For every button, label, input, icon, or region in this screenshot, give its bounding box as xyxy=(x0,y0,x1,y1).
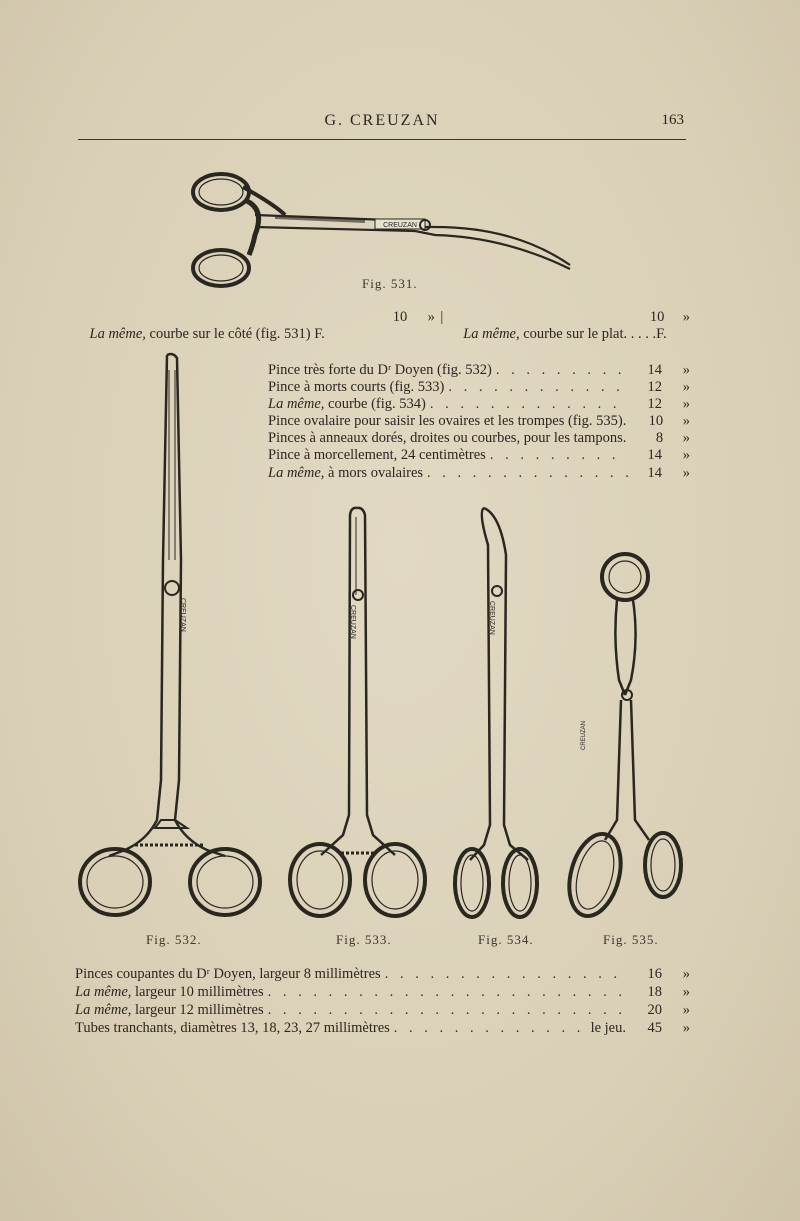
leader-dots xyxy=(268,984,622,1001)
fig531-left-italic: La même, xyxy=(89,326,146,342)
item-unit: » xyxy=(682,396,690,412)
item-unit: » xyxy=(682,966,690,982)
item-price: 14 xyxy=(647,362,662,378)
item-unit: » xyxy=(682,1020,690,1036)
item-price: 18 xyxy=(647,984,662,1000)
figure-532-doyen-forceps xyxy=(75,350,265,925)
list-item xyxy=(268,396,690,413)
item-unit: » xyxy=(682,379,690,395)
item-label: Pince à morcellement, 24 centimètres xyxy=(268,447,486,463)
fig534-caption: Fig. 534. xyxy=(478,932,534,947)
list-item xyxy=(268,362,690,379)
fig532-engraving: CREUZAN xyxy=(179,598,186,632)
fig531-right-unit: » xyxy=(682,309,690,325)
fig531-caption: Fig. 531. xyxy=(362,276,418,291)
item-label: Pince ovalaire pour saisir les ovaires et les trompes (fig. 535). xyxy=(268,413,627,429)
item-price: 10 xyxy=(648,413,664,429)
leader-dots xyxy=(430,396,628,413)
item-italic: La même, xyxy=(268,465,325,481)
fig531-right-italic: La même, xyxy=(463,326,520,342)
leader-dots xyxy=(427,465,628,482)
list-item xyxy=(75,966,690,983)
item-unit: » xyxy=(682,413,690,429)
fig535-engraving: CREUZAN xyxy=(581,720,587,750)
fig531-left-unit: » xyxy=(427,309,435,325)
list-item xyxy=(268,413,690,430)
running-header xyxy=(78,112,686,134)
list-item xyxy=(75,984,690,1001)
leader-dots xyxy=(490,447,628,464)
page-number: 163 xyxy=(661,112,684,128)
item-price: 16 xyxy=(647,966,662,982)
list-item xyxy=(268,447,690,464)
item-italic: La même, xyxy=(75,984,132,1000)
fig531-right-text: courbe sur le plat. . . . .F. xyxy=(519,326,667,342)
item-price: 14 xyxy=(647,465,662,481)
header-rule xyxy=(78,139,686,140)
item-price: 12 xyxy=(647,396,662,412)
item-unit: » xyxy=(682,447,690,463)
fig534-engraving: CREUZAN xyxy=(488,601,495,635)
item-price: 12 xyxy=(647,379,662,395)
item-price: 45 xyxy=(647,1020,662,1036)
fig531-left-text: courbe sur le côté (fig. 531) F. xyxy=(145,326,325,342)
list-item xyxy=(268,430,690,447)
leader-dots xyxy=(496,362,628,379)
list-item xyxy=(75,1020,690,1037)
fig533-caption: Fig. 533. xyxy=(336,932,392,947)
fig533-engraving: CREUZAN xyxy=(349,605,356,639)
leader-dots xyxy=(385,966,622,983)
list-item xyxy=(268,465,690,482)
running-title: G. CREUZAN xyxy=(324,112,440,129)
item-unit: » xyxy=(682,362,690,378)
item-unit: » xyxy=(682,984,690,1000)
fig531-left-price: 10 xyxy=(392,309,408,325)
fig532-caption: Fig. 532. xyxy=(146,932,202,947)
item-label: Pince très forte du Dʳ Doyen (fig. 532) xyxy=(268,362,492,378)
item-label: Tubes tranchants, diamètres 13, 18, 23, 27 millimètres xyxy=(75,1020,390,1036)
list-item xyxy=(75,1002,690,1019)
fig531-right-price: 10 xyxy=(649,309,665,325)
figure-535-ovary-forceps xyxy=(565,550,690,925)
item-suffix: le jeu. xyxy=(590,1020,626,1036)
item-price: 8 xyxy=(655,430,664,446)
item-label: largeur 12 millimètres xyxy=(131,1002,264,1018)
item-label: Pince à morts courts (fig. 533) xyxy=(268,379,445,395)
fig531-engraving: CREUZAN xyxy=(383,222,417,229)
item-label: Pinces à anneaux dorés, droites ou courbes, pour les tampons. xyxy=(268,430,627,446)
item-label: à mors ovalaires xyxy=(324,465,424,481)
item-unit: » xyxy=(682,430,690,446)
item-italic: La même, xyxy=(268,396,325,412)
item-unit: » xyxy=(682,1002,690,1018)
leader-dots xyxy=(448,379,628,396)
figure-533-short-jaw-forceps xyxy=(285,505,430,925)
figure-534-curved-forceps xyxy=(450,505,550,925)
item-price: 20 xyxy=(647,1002,662,1018)
item-italic: La même, xyxy=(75,1002,132,1018)
fig535-caption: Fig. 535. xyxy=(603,932,659,947)
item-price: 14 xyxy=(647,447,662,463)
item-label: Pinces coupantes du Dʳ Doyen, largeur 8 millimètres xyxy=(75,966,381,982)
list-item xyxy=(268,379,690,396)
item-label: courbe (fig. 534) xyxy=(324,396,426,412)
fig531-separator: | xyxy=(440,309,444,325)
leader-dots xyxy=(268,1002,622,1019)
item-label: largeur 10 millimètres xyxy=(131,984,264,1000)
leader-dots xyxy=(394,1020,587,1037)
item-unit: » xyxy=(682,465,690,481)
